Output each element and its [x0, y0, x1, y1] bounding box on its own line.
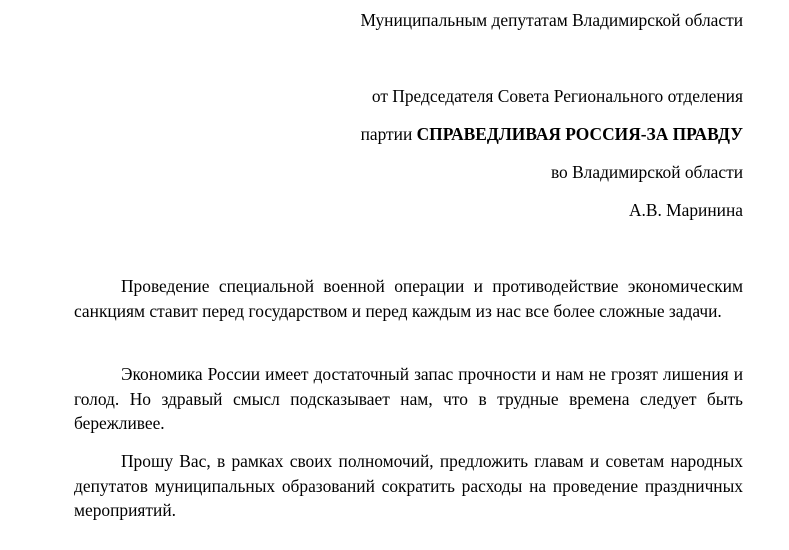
- signer-name: А.В. Маринина: [628, 200, 743, 220]
- body-paragraph-3: Прошу Вас, в рамках своих полномочий, предложить главам и советам народных депутатов муниципальных образований сократить расходы на проведение праздничных мероприятий.: [74, 451, 743, 520]
- party-name: СПРАВЕДЛИВАЯ РОССИЯ-ЗА ПРАВДУ: [416, 124, 743, 144]
- sender-party-line: [361, 122, 743, 146]
- party-prefix: партии: [360, 124, 417, 144]
- body-paragraph-2: Экономика России имеет достаточный запас прочности и нам не грозят лишения и голод. Но здравый смысл подсказывает нам, что в трудные времена следует быть бережливее.: [74, 364, 743, 433]
- addressee-line: Муниципальным депутатам Владимирской области: [360, 10, 743, 30]
- sender-region-line: во Владимирской области: [550, 162, 743, 182]
- body-paragraph-1: Проведение специальной военной операции и противодействие экономическим санкциям ставит перед государством и перед каждым из нас все более сложные задачи.: [74, 276, 743, 321]
- sender-line: от Председателя Совета Регионального отделения: [371, 86, 743, 106]
